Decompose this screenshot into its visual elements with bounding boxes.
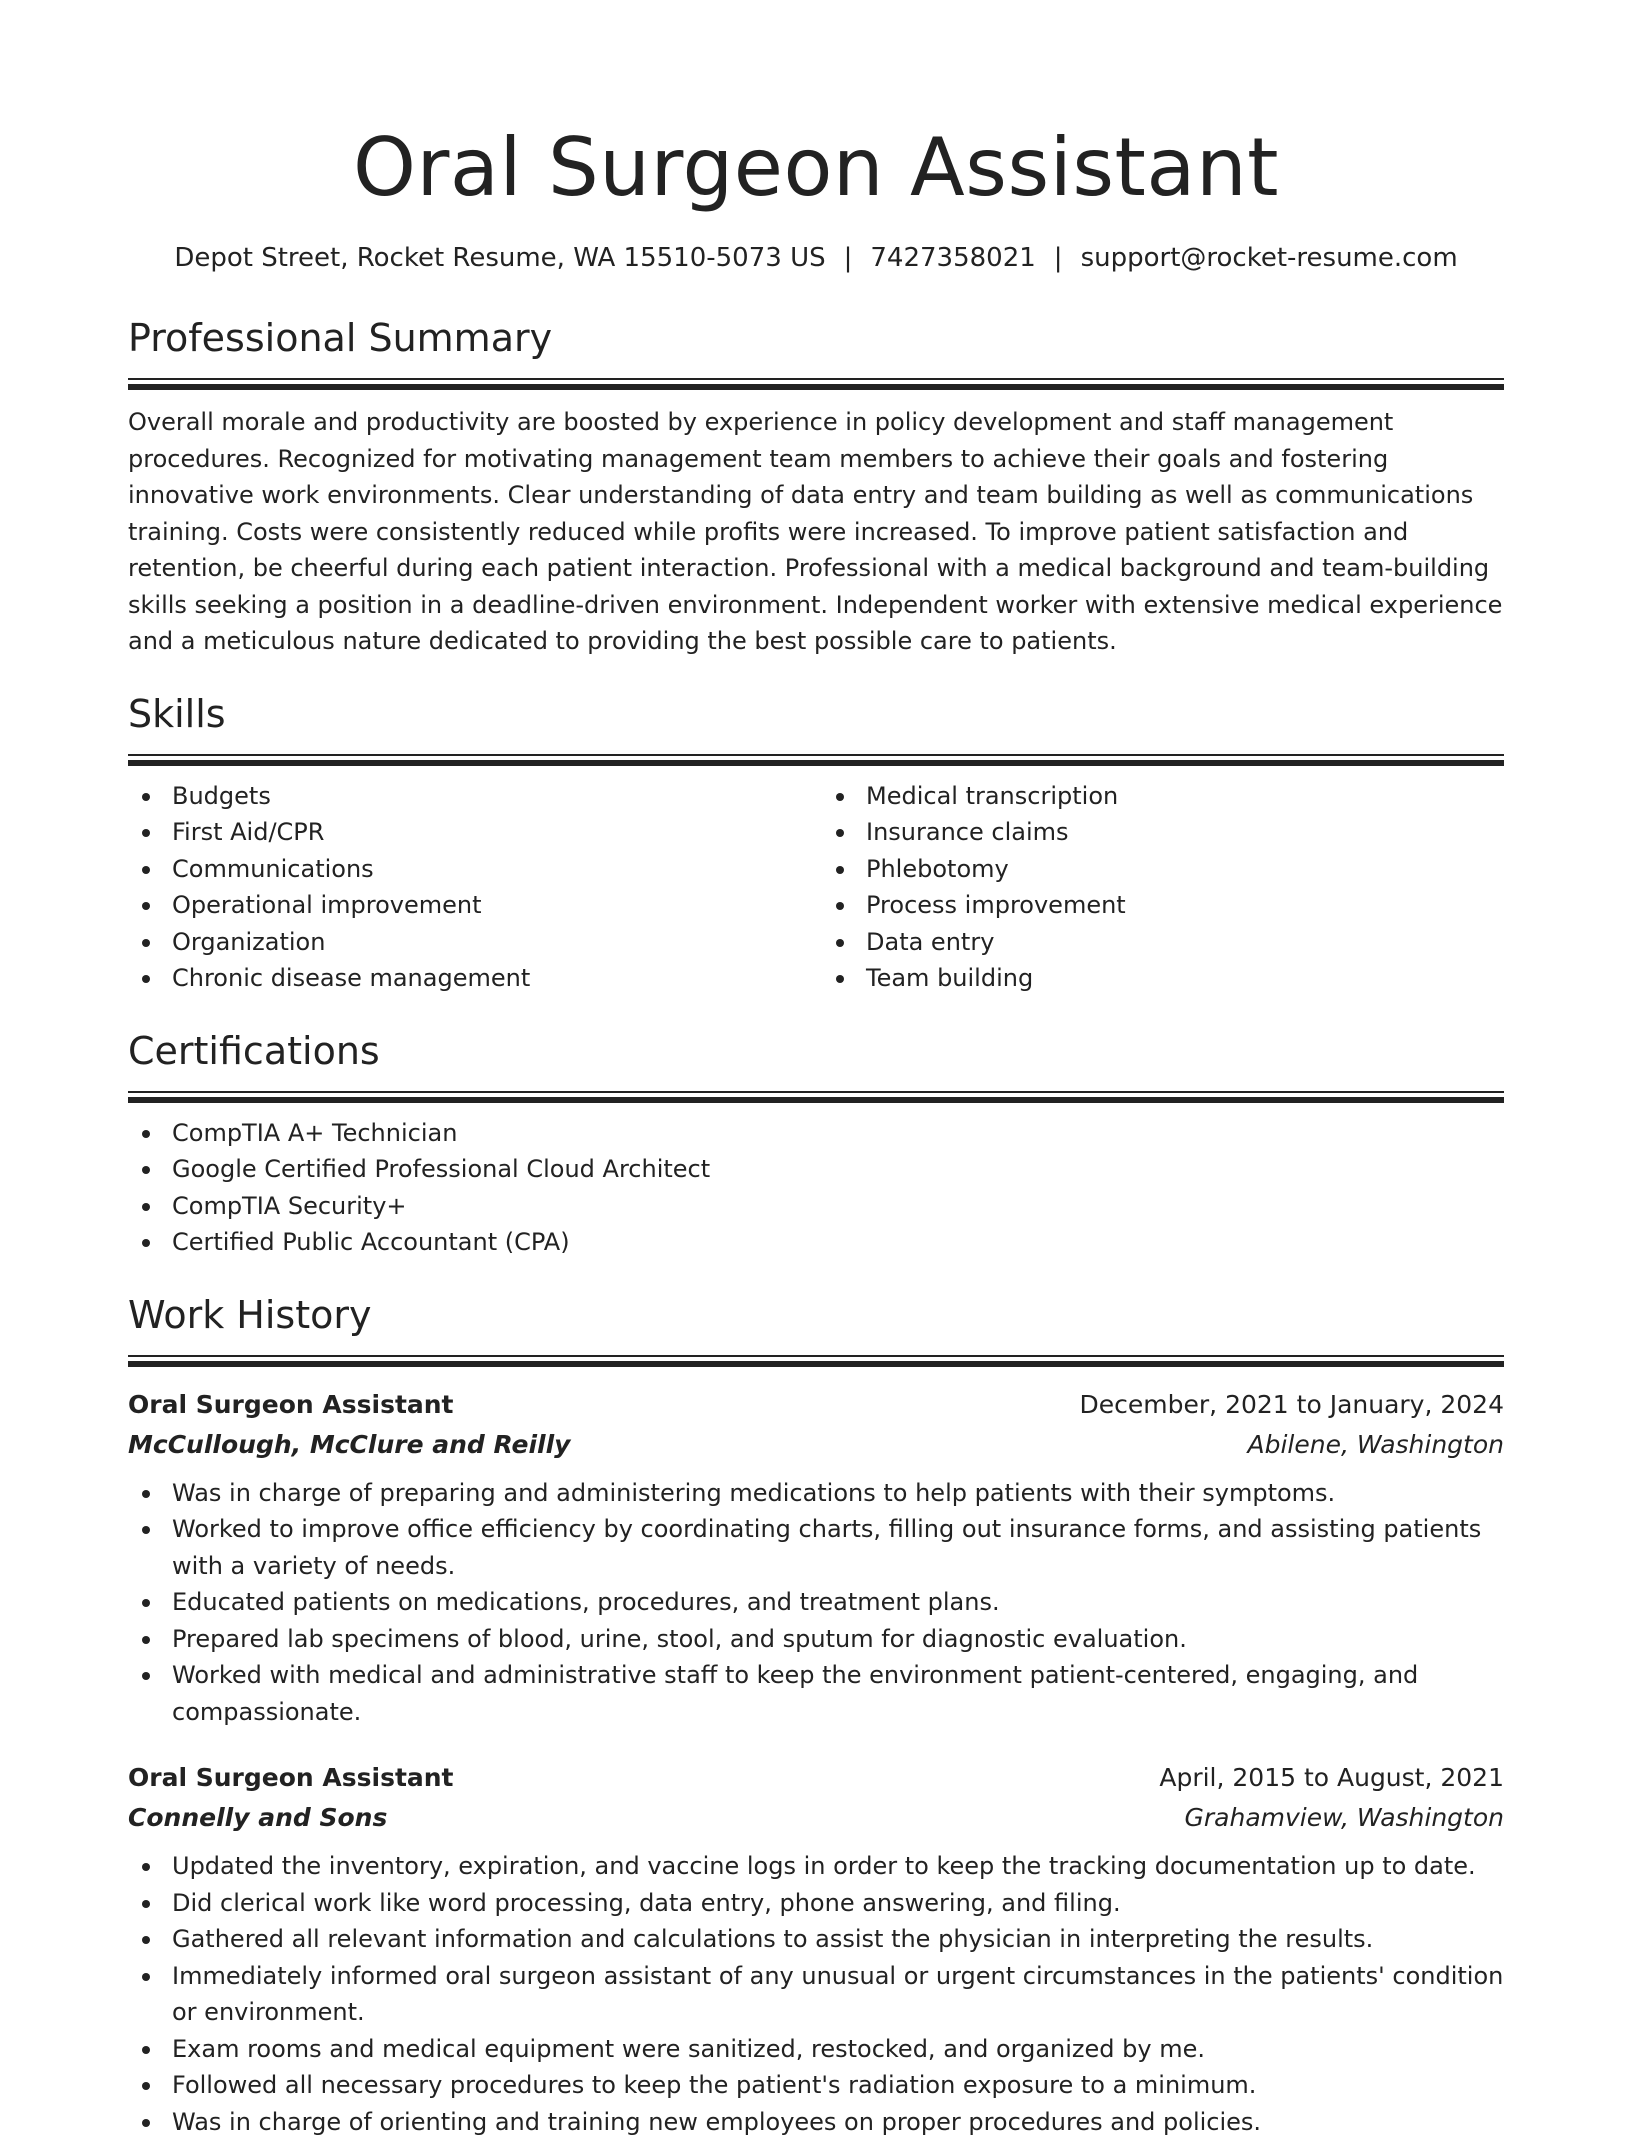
- certifications-section: [128, 1027, 1504, 1261]
- certification-item: Certified Public Accountant (CPA): [128, 1224, 1504, 1261]
- skill-item: Medical transcription: [822, 778, 1504, 815]
- certifications-list: [128, 1115, 1504, 1261]
- job-duty: Did clerical work like word processing, data entry, phone answering, and filing.: [128, 1885, 1504, 1922]
- contact-line: [128, 240, 1504, 276]
- section-rule: [128, 378, 1504, 390]
- skills-grid: [128, 778, 1504, 997]
- contact-separator: |: [826, 243, 871, 273]
- contact-separator: |: [1036, 243, 1081, 273]
- skill-item: Team building: [822, 960, 1504, 997]
- job-company-row: [128, 1425, 1504, 1465]
- job-entry: [128, 1758, 1504, 2140]
- contact-address: Depot Street, Rocket Resume, WA 15510-5073 US: [174, 243, 825, 273]
- certifications-heading: Certifications: [128, 1027, 1504, 1075]
- section-rule: [128, 754, 1504, 766]
- job-header-row: [128, 1758, 1504, 1798]
- job-duty: Updated the inventory, expiration, and vaccine logs in order to keep the tracking documentation up to date.: [128, 1848, 1504, 1885]
- job-dates: December, 2021 to January, 2024: [1080, 1385, 1504, 1425]
- skills-heading: Skills: [128, 690, 1504, 738]
- job-duties-list: [128, 1475, 1504, 1731]
- job-duty: Worked to improve office efficiency by coordinating charts, filling out insurance forms, and assisting patients with a variety of needs.: [128, 1511, 1504, 1584]
- summary-text: Overall morale and productivity are boosted by experience in policy development and staff management procedures. Recognized for motivating management team members to achieve their goals and fostering innovative work environments. Clear understanding of data entry and team building as well as communications training. Costs were consistently reduced while profits were increased. To improve patient satisfaction and retention, be cheerful during each patient interaction. Professional with a medical background and team-building skills seeking a position in a deadline-driven environment. Independent worker with extensive medical experience and a meticulous nature dedicated to providing the best possible care to patients.: [128, 404, 1504, 660]
- skill-item: Budgets: [128, 778, 816, 815]
- job-duty: Exam rooms and medical equipment were sanitized, restocked, and organized by me.: [128, 2031, 1504, 2068]
- contact-email: support@rocket-resume.com: [1081, 243, 1458, 273]
- job-duty: Followed all necessary procedures to keep the patient's radiation exposure to a minimum.: [128, 2067, 1504, 2104]
- skill-item: Operational improvement: [128, 887, 816, 924]
- job-dates: April, 2015 to August, 2021: [1159, 1758, 1504, 1798]
- job-company: McCullough, McClure and Reilly: [128, 1425, 570, 1465]
- candidate-name: Oral Surgeon Assistant: [128, 0, 1504, 218]
- job-duty: Prepared lab specimens of blood, urine, stool, and sputum for diagnostic evaluation.: [128, 1621, 1504, 1658]
- job-title: Oral Surgeon Assistant: [128, 1758, 454, 1798]
- skills-section: [128, 690, 1504, 997]
- job-company-row: [128, 1798, 1504, 1838]
- job-duty: Immediately informed oral surgeon assistant of any unusual or urgent circumstances in the patients' condition or environment.: [128, 1958, 1504, 2031]
- skills-list-left: [128, 778, 816, 997]
- job-duty: Gathered all relevant information and calculations to assist the physician in interpreting the results.: [128, 1921, 1504, 1958]
- certification-item: Google Certified Professional Cloud Architect: [128, 1151, 1504, 1188]
- work-history-section: [128, 1291, 1504, 2140]
- section-rule: [128, 1091, 1504, 1103]
- contact-phone: 7427358021: [870, 243, 1035, 273]
- summary-heading: Professional Summary: [128, 314, 1504, 362]
- job-header-row: [128, 1385, 1504, 1425]
- section-rule: [128, 1355, 1504, 1367]
- skill-item: Chronic disease management: [128, 960, 816, 997]
- skill-item: Phlebotomy: [822, 851, 1504, 888]
- job-duty: Was in charge of orienting and training new employees on proper procedures and policies.: [128, 2104, 1504, 2140]
- job-duty: Educated patients on medications, procedures, and treatment plans.: [128, 1584, 1504, 1621]
- skill-item: Insurance claims: [822, 814, 1504, 851]
- job-company: Connelly and Sons: [128, 1798, 387, 1838]
- job-location: Abilene, Washington: [1247, 1425, 1504, 1465]
- skill-item: Process improvement: [822, 887, 1504, 924]
- certification-item: CompTIA A+ Technician: [128, 1115, 1504, 1152]
- summary-section: [128, 314, 1504, 660]
- job-title: Oral Surgeon Assistant: [128, 1385, 454, 1425]
- skill-item: First Aid/CPR: [128, 814, 816, 851]
- certification-item: CompTIA Security+: [128, 1188, 1504, 1225]
- skill-item: Data entry: [822, 924, 1504, 961]
- job-entry: [128, 1385, 1504, 1731]
- job-duty: Was in charge of preparing and administering medications to help patients with their symptoms.: [128, 1475, 1504, 1512]
- job-location: Grahamview, Washington: [1185, 1798, 1505, 1838]
- skills-list-right: [816, 778, 1504, 997]
- job-duties-list: [128, 1848, 1504, 2140]
- skill-item: Communications: [128, 851, 816, 888]
- job-duty: Worked with medical and administrative staff to keep the environment patient-centered, engaging, and compassionate.: [128, 1657, 1504, 1730]
- work-history-heading: Work History: [128, 1291, 1504, 1339]
- skill-item: Organization: [128, 924, 816, 961]
